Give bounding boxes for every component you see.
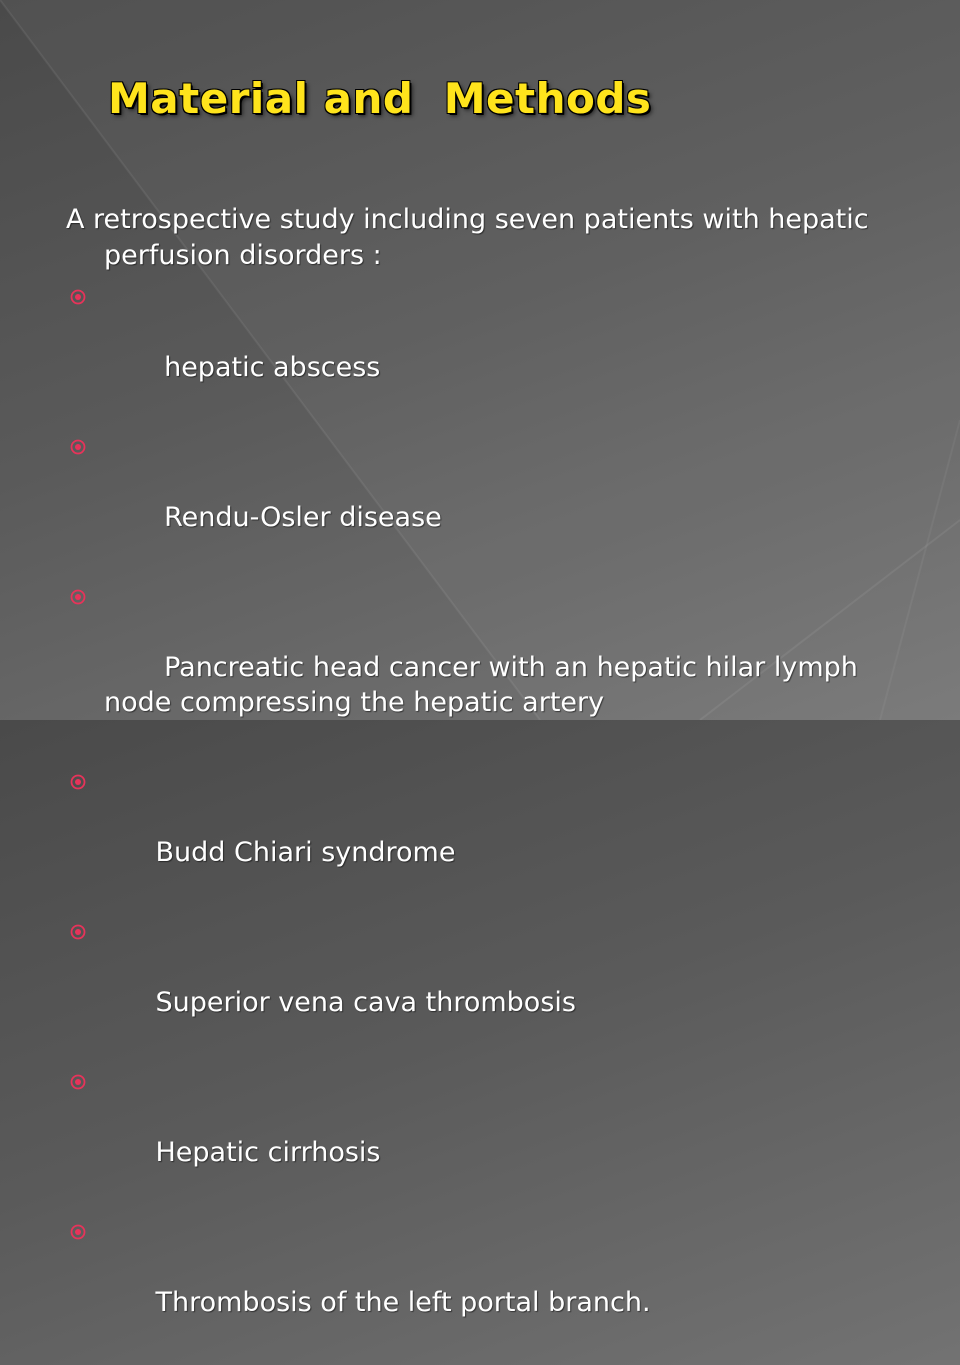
target-bullet-icon — [70, 589, 86, 605]
target-bullet-icon — [70, 924, 86, 940]
list-item — [66, 765, 926, 905]
list-item — [66, 430, 926, 570]
slide-body — [66, 202, 926, 1365]
list-item-text: Rendu-Osler disease — [155, 502, 442, 533]
list-item-text: Thrombosis of the left portal branch. — [155, 1287, 651, 1318]
list-item — [66, 1215, 926, 1355]
slide-title: Material and Methods — [108, 74, 652, 123]
intro-text: A retrospective study including seven patients with hepatic perfusion disorders : — [66, 204, 869, 271]
list-item — [66, 580, 926, 755]
target-bullet-icon — [70, 439, 86, 455]
list-item-text: Superior vena cava thrombosis — [155, 987, 576, 1018]
target-bullet-icon — [70, 1074, 86, 1090]
list-item — [66, 915, 926, 1055]
list-item-text: Budd Chiari syndrome — [155, 837, 456, 868]
target-bullet-icon — [70, 1224, 86, 1240]
target-bullet-icon — [70, 289, 86, 305]
list-item-text: hepatic abscess — [155, 352, 381, 383]
bullet-list — [66, 280, 926, 1355]
target-bullet-icon — [70, 774, 86, 790]
list-item — [66, 280, 926, 420]
list-item-text: Hepatic cirrhosis — [155, 1137, 381, 1168]
list-item — [66, 1065, 926, 1205]
list-item-text: Pancreatic head cancer with an hepatic hilar lymph node compressing the hepatic artery — [104, 652, 867, 718]
